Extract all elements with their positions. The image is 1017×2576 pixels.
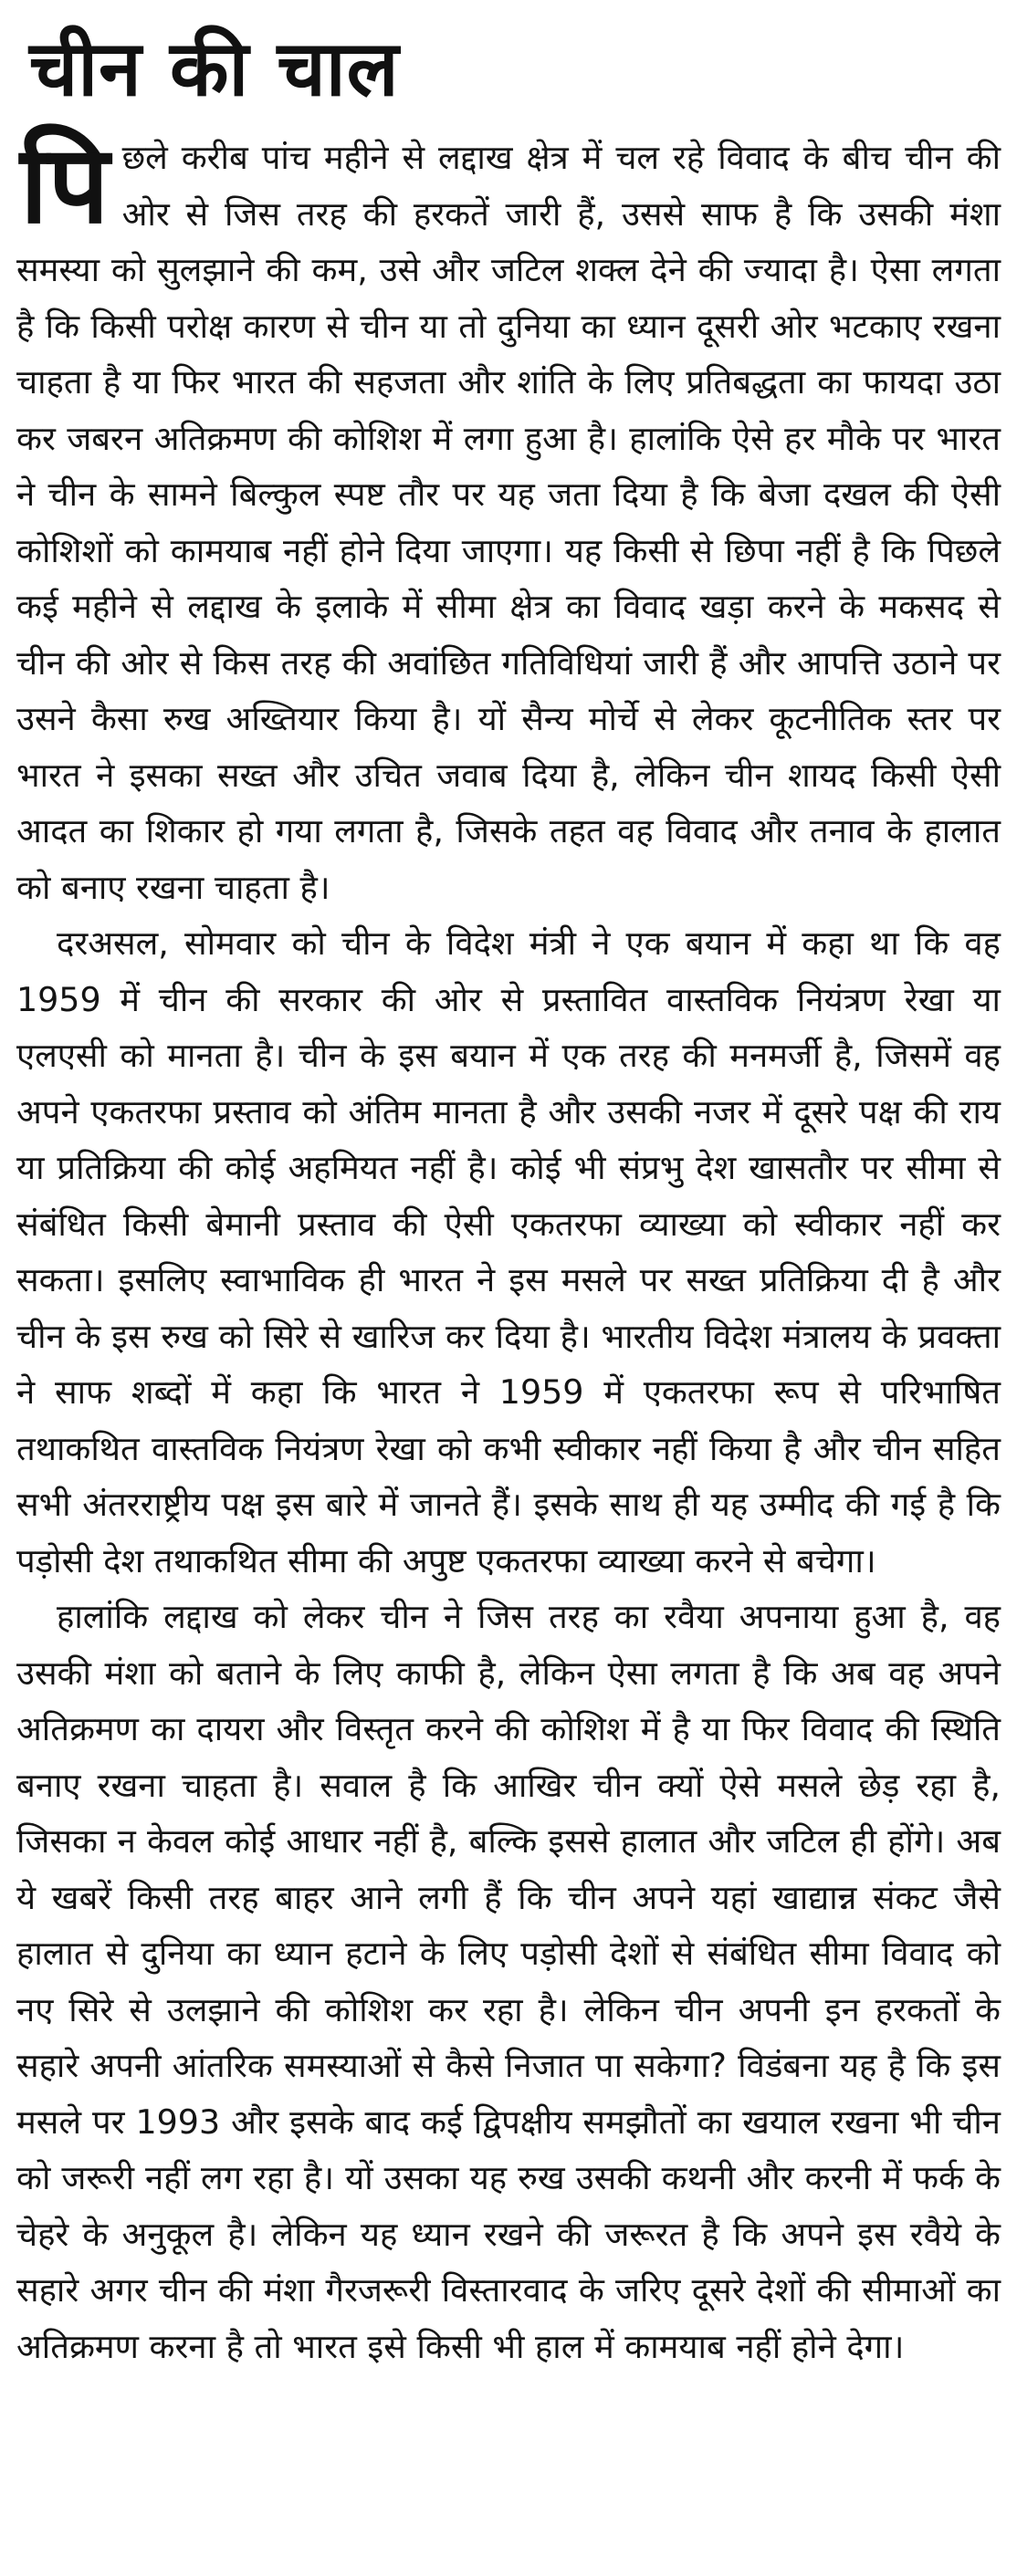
paragraph-1 [16,121,1001,915]
paragraph-3: हालांकि लद्दाख को लेकर चीन ने जिस तरह का रवैया अपनाया हुआ है, वह उसकी मंशा को बताने के लिए काफी है, लेकिन ऐसा लगता है कि अब वह अपने अतिक्रमण का दायरा और विस्तृत करने की कोशिश में है या फिर विवाद की स्थिति बनाए रखना चाहता है। सवाल है कि आखिर चीन क्यों ऐसे मसले छेड़ रहा है, जिसका न केवल कोई आधार नहीं है, बल्कि इससे हालात और जटिल ही होंगे। अब ये खबरें किसी तरह बाहर आने लगी हैं कि चीन अपने यहां खाद्यान्न संकट जैसे हालात से दुनिया का ध्यान हटाने के लिए पड़ोसी देशों से संबंधित सीमा विवाद को नए सिरे से उलझाने की कोशिश कर रहा है। लेकिन चीन अपनी इन हरकतों के सहारे अपनी आंतरिक समस्याओं से कैसे निजात पा सकेगा? विडंबना यह है कि इस मसले पर 1993 और इसके बाद कई द्विपक्षीय समझौतों का खयाल रखना भी चीन को जरूरी नहीं लग रहा है। यों उसका यह रुख उसकी कथनी और करनी में फर्क के चेहरे के अनुकूल है। लेकिन यह ध्यान रखने की जरूरत है कि अपने इस रवैये के सहारे अगर चीन की मंशा गैरजरूरी विस्तारवाद के जरिए दूसरे देशों की सीमाओं का अतिक्रमण करना है तो भारत इसे किसी भी हाल में कामयाब नहीं होने देगा। [16,1597,1001,2366]
drop-cap: पि [20,121,110,247]
editorial-article [16,18,1001,2374]
headline: चीन की चाल [29,24,400,113]
paragraph-1-text: छले करीब पांच महीने से लद्दाख क्षेत्र में चल रहे विवाद के बीच चीन की ओर से जिस तरह की हरकतें जारी हैं, उससे साफ है कि उसकी मंशा समस्या को सुलझाने की कम, उसे और जटिल शक्ल देने की ज्यादा है। ऐसा लगता है कि किसी परोक्ष कारण से चीन या तो दुनिया का ध्यान दूसरी ओर भटकाए रखना चाहता है या फिर भारत की सहजता और शांति के लिए प्रतिबद्धता का फायदा उठा कर जबरन अतिक्रमण की कोशिश में लगा हुआ है। हालांकि ऐसे हर मौके पर भारत ने चीन के सामने बिल्कुल स्पष्ट तौर पर यह जता दिया है कि बेजा दखल की ऐसी कोशिशों को कामयाब नहीं होने दिया जाएगा। यह किसी से छिपा नहीं है कि पिछले कई महीने से लद्दाख के इलाके में सीमा क्षेत्र का विवाद खड़ा करने के मकसद से चीन की ओर से किस तरह की अवांछित गतिविधियां जारी हैं और आपत्ति उठाने पर उसने कैसा रुख अख्तियार किया है। यों सैन्य मोर्चे से लेकर कूटनीतिक स्तर पर भारत ने इसका सख्त और उचित जवाब दिया है, लेकिन चीन शायद किसी ऐसी आदत का शिकार हो गया लगता है, जिसके तहत वह विवाद और तनाव के हालात को बनाए रखना चाहता है। [16,138,1001,907]
paragraph-2: दरअसल, सोमवार को चीन के विदेश मंत्री ने एक बयान में कहा था कि वह 1959 में चीन की सरकार की ओर से प्रस्तावित वास्तविक नियंत्रण रेखा या एलएसी को मानता है। चीन के इस बयान में एक तरह की मनमर्जी है, जिसमें वह अपने एकतरफा प्रस्ताव को अंतिम मानता है और उसकी नजर में दूसरे पक्ष की राय या प्रतिक्रिया की कोई अहमियत नहीं है। कोई भी संप्रभु देश खासतौर पर सीमा से संबंधित किसी बेमानी प्रस्ताव की ऐसी एकतरफा व्याख्या को स्वीकार नहीं कर सकता। इसलिए स्वाभाविक ही भारत ने इस मसले पर सख्त प्रतिक्रिया दी है और चीन के इस रुख को सिरे से खारिज कर दिया है। भारतीय विदेश मंत्रालय के प्रवक्ता ने साफ शब्दों में कहा कि भारत ने 1959 में एकतरफा रूप से परिभाषित तथाकथित वास्तविक नियंत्रण रेखा को कभी स्वीकार नहीं किया है और चीन सहित सभी अंतरराष्ट्रीय पक्ष इस बारे में जानते हैं। इसके साथ ही यह उम्मीद की गई है कि पड़ोसी देश तथाकथित सीमा की अपुष्ट एकतरफा व्याख्या करने से बचेगा। [16,923,1001,1580]
